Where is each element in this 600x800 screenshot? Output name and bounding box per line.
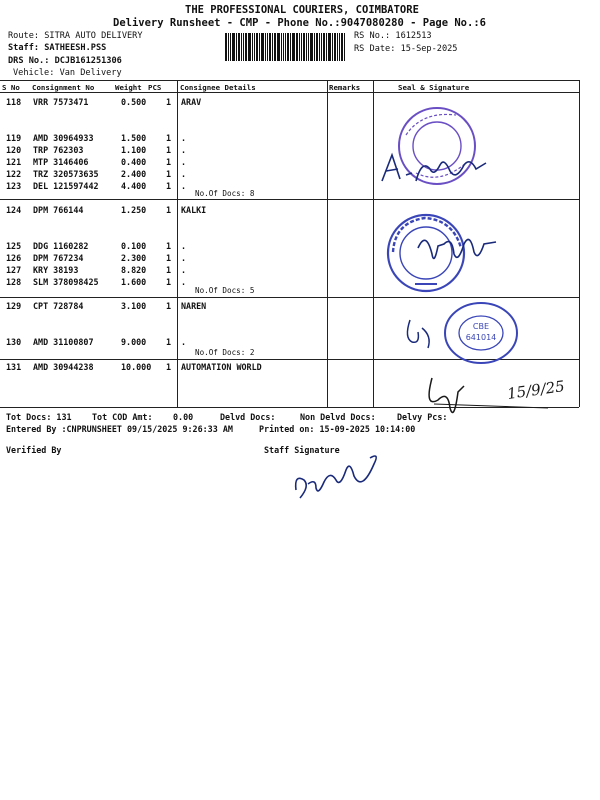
row-consignee: AUTOMATION WORLD	[181, 362, 262, 372]
row-sno: 122	[6, 169, 22, 179]
company-title: THE PROFESSIONAL COURIERS, COIMBATORE	[185, 4, 419, 16]
col-remarks: Remarks	[329, 83, 361, 92]
row-consignment: TRZ 320573635	[33, 169, 99, 179]
row-consignment: DPM 766144	[33, 205, 84, 215]
tot-cod-value: 0.00	[173, 412, 194, 422]
arav-signature	[378, 135, 498, 195]
col-consignment: Consignment No	[32, 83, 95, 92]
col-seal: Seal & Signature	[398, 83, 470, 92]
col-weight: Weight	[115, 83, 142, 92]
row-consignee: .	[181, 169, 187, 179]
drs-label: DRS No.: DCJB161251306	[8, 56, 122, 66]
row-pcs: 1	[166, 253, 172, 263]
row-consignment: AMD 31100807	[33, 337, 94, 347]
row-weight: 0.500	[121, 97, 147, 107]
verified-by: Verified By	[6, 445, 62, 455]
kalki-signature	[412, 224, 502, 274]
row-consignee: NAREN	[181, 301, 207, 311]
row-weight: 1.100	[121, 145, 147, 155]
row-pcs: 1	[166, 181, 172, 191]
barcode	[225, 33, 351, 61]
row-sno: 128	[6, 277, 22, 287]
delvd-docs: Delvd Docs:	[220, 412, 276, 422]
row-consignment: KRY 38193	[33, 265, 79, 275]
row-weight: 2.300	[121, 253, 147, 263]
table-header-line	[0, 92, 579, 93]
row-consignment: DPM 767234	[33, 253, 84, 263]
row-sno: 129	[6, 301, 22, 311]
row-sno: 121	[6, 157, 22, 167]
vehicle-label: Vehicle: Van Delivery	[13, 68, 122, 78]
rs-date: RS Date: 15-Sep-2025	[354, 44, 458, 54]
table-right-edge	[579, 80, 580, 407]
col-consignee: Consignee Details	[180, 83, 256, 92]
row-pcs: 1	[166, 169, 172, 179]
row-sno: 124	[6, 205, 22, 215]
row-pcs: 1	[166, 277, 172, 287]
row-sno: 131	[6, 362, 22, 372]
row-pcs: 1	[166, 337, 172, 347]
row-pcs: 1	[166, 205, 172, 215]
row-weight: 0.400	[121, 157, 147, 167]
remarks-col-divider	[327, 80, 328, 407]
row-weight: 8.820	[121, 265, 147, 275]
row-consignee: .	[181, 253, 187, 263]
row-weight: 10.000	[121, 362, 152, 372]
row-sno: 119	[6, 133, 22, 143]
row-consignee: .	[181, 241, 187, 251]
row-pcs: 1	[166, 265, 172, 275]
row-sno: 126	[6, 253, 22, 263]
row-consignment: DEL 121597442	[33, 181, 99, 191]
consignee-col-divider	[177, 80, 178, 407]
row-pcs: 1	[166, 97, 172, 107]
row-pcs: 1	[166, 362, 172, 372]
row-pcs: 1	[166, 301, 172, 311]
naren-signature	[402, 314, 442, 354]
row-sno: 123	[6, 181, 22, 191]
row-consignment: MTP 3146406	[33, 157, 89, 167]
row-sno: 125	[6, 241, 22, 251]
row-weight: 0.100	[121, 241, 147, 251]
entered-by: Entered By :CNPRUNSHEET 09/15/2025 9:26:33 AM	[6, 424, 233, 434]
row-sno: 127	[6, 265, 22, 275]
no-of-docs-1: No.Of Docs: 8	[195, 189, 255, 198]
row-consignee: ARAV	[181, 97, 202, 107]
naren-stamp-code: 641014	[465, 333, 497, 342]
row-consignee: .	[181, 181, 187, 191]
non-delvd-docs: Non Delvd Docs:	[300, 412, 376, 422]
col-sno: S No	[2, 83, 20, 92]
row-consignee: .	[181, 133, 187, 143]
tot-cod-label: Tot COD Amt:	[92, 412, 153, 422]
row-weight: 9.000	[121, 337, 147, 347]
row-pcs: 1	[166, 157, 172, 167]
row-consignee: .	[181, 145, 187, 155]
row-consignee: .	[181, 337, 187, 347]
row-consignment: AMD 30964933	[33, 133, 94, 143]
row-sno: 118	[6, 97, 22, 107]
row-weight: 3.100	[121, 301, 147, 311]
row-consignee: .	[181, 265, 187, 275]
staff-label: Staff: SATHEESH.PSS	[8, 43, 107, 53]
staff-signature	[290, 440, 390, 506]
row-weight: 1.600	[121, 277, 147, 287]
col-pcs: PCS	[148, 83, 162, 92]
row-consignment: VRR 7573471	[33, 97, 89, 107]
row-weight: 4.400	[121, 181, 147, 191]
row-consignee: .	[181, 277, 187, 287]
row-pcs: 1	[166, 133, 172, 143]
printed-on: Printed on: 15-09-2025 10:14:00	[259, 424, 416, 434]
row-pcs: 1	[166, 145, 172, 155]
row-consignment: AMD 30944238	[33, 362, 94, 372]
table-top-line	[0, 80, 579, 81]
group-separator	[0, 199, 579, 200]
row-weight: 1.250	[121, 205, 147, 215]
row-pcs: 1	[166, 241, 172, 251]
row-consignment: DDG 1160282	[33, 241, 89, 251]
staff-signature-label: Staff Signature	[264, 445, 340, 455]
runsheet-subtitle: Delivery Runsheet - CMP - Phone No.:9047080280 - Page No.:6	[113, 17, 486, 29]
route-label: Route: SITRA AUTO DELIVERY	[8, 31, 143, 41]
tot-docs: Tot Docs: 131	[6, 412, 72, 422]
row-sno: 130	[6, 337, 22, 347]
row-consignee: KALKI	[181, 205, 207, 215]
group-separator	[0, 297, 579, 298]
seal-col-divider	[373, 80, 374, 407]
row-consignment: CPT 728784	[33, 301, 84, 311]
naren-stamp-text: CBE	[472, 322, 490, 331]
row-weight: 1.500	[121, 133, 147, 143]
delvy-pcs: Delvy Pcs:	[397, 412, 448, 422]
row-consignment: SLM 378098425	[33, 277, 99, 287]
no-of-docs-3: No.Of Docs: 2	[195, 348, 255, 357]
handwritten-date: 15/9/25	[506, 377, 566, 403]
rs-number: RS No.: 1612513	[354, 31, 432, 41]
row-sno: 120	[6, 145, 22, 155]
row-consignee: .	[181, 157, 187, 167]
row-weight: 2.400	[121, 169, 147, 179]
row-consignment: TRP 762303	[33, 145, 84, 155]
no-of-docs-2: No.Of Docs: 5	[195, 286, 255, 295]
naren-stamp	[442, 300, 520, 366]
